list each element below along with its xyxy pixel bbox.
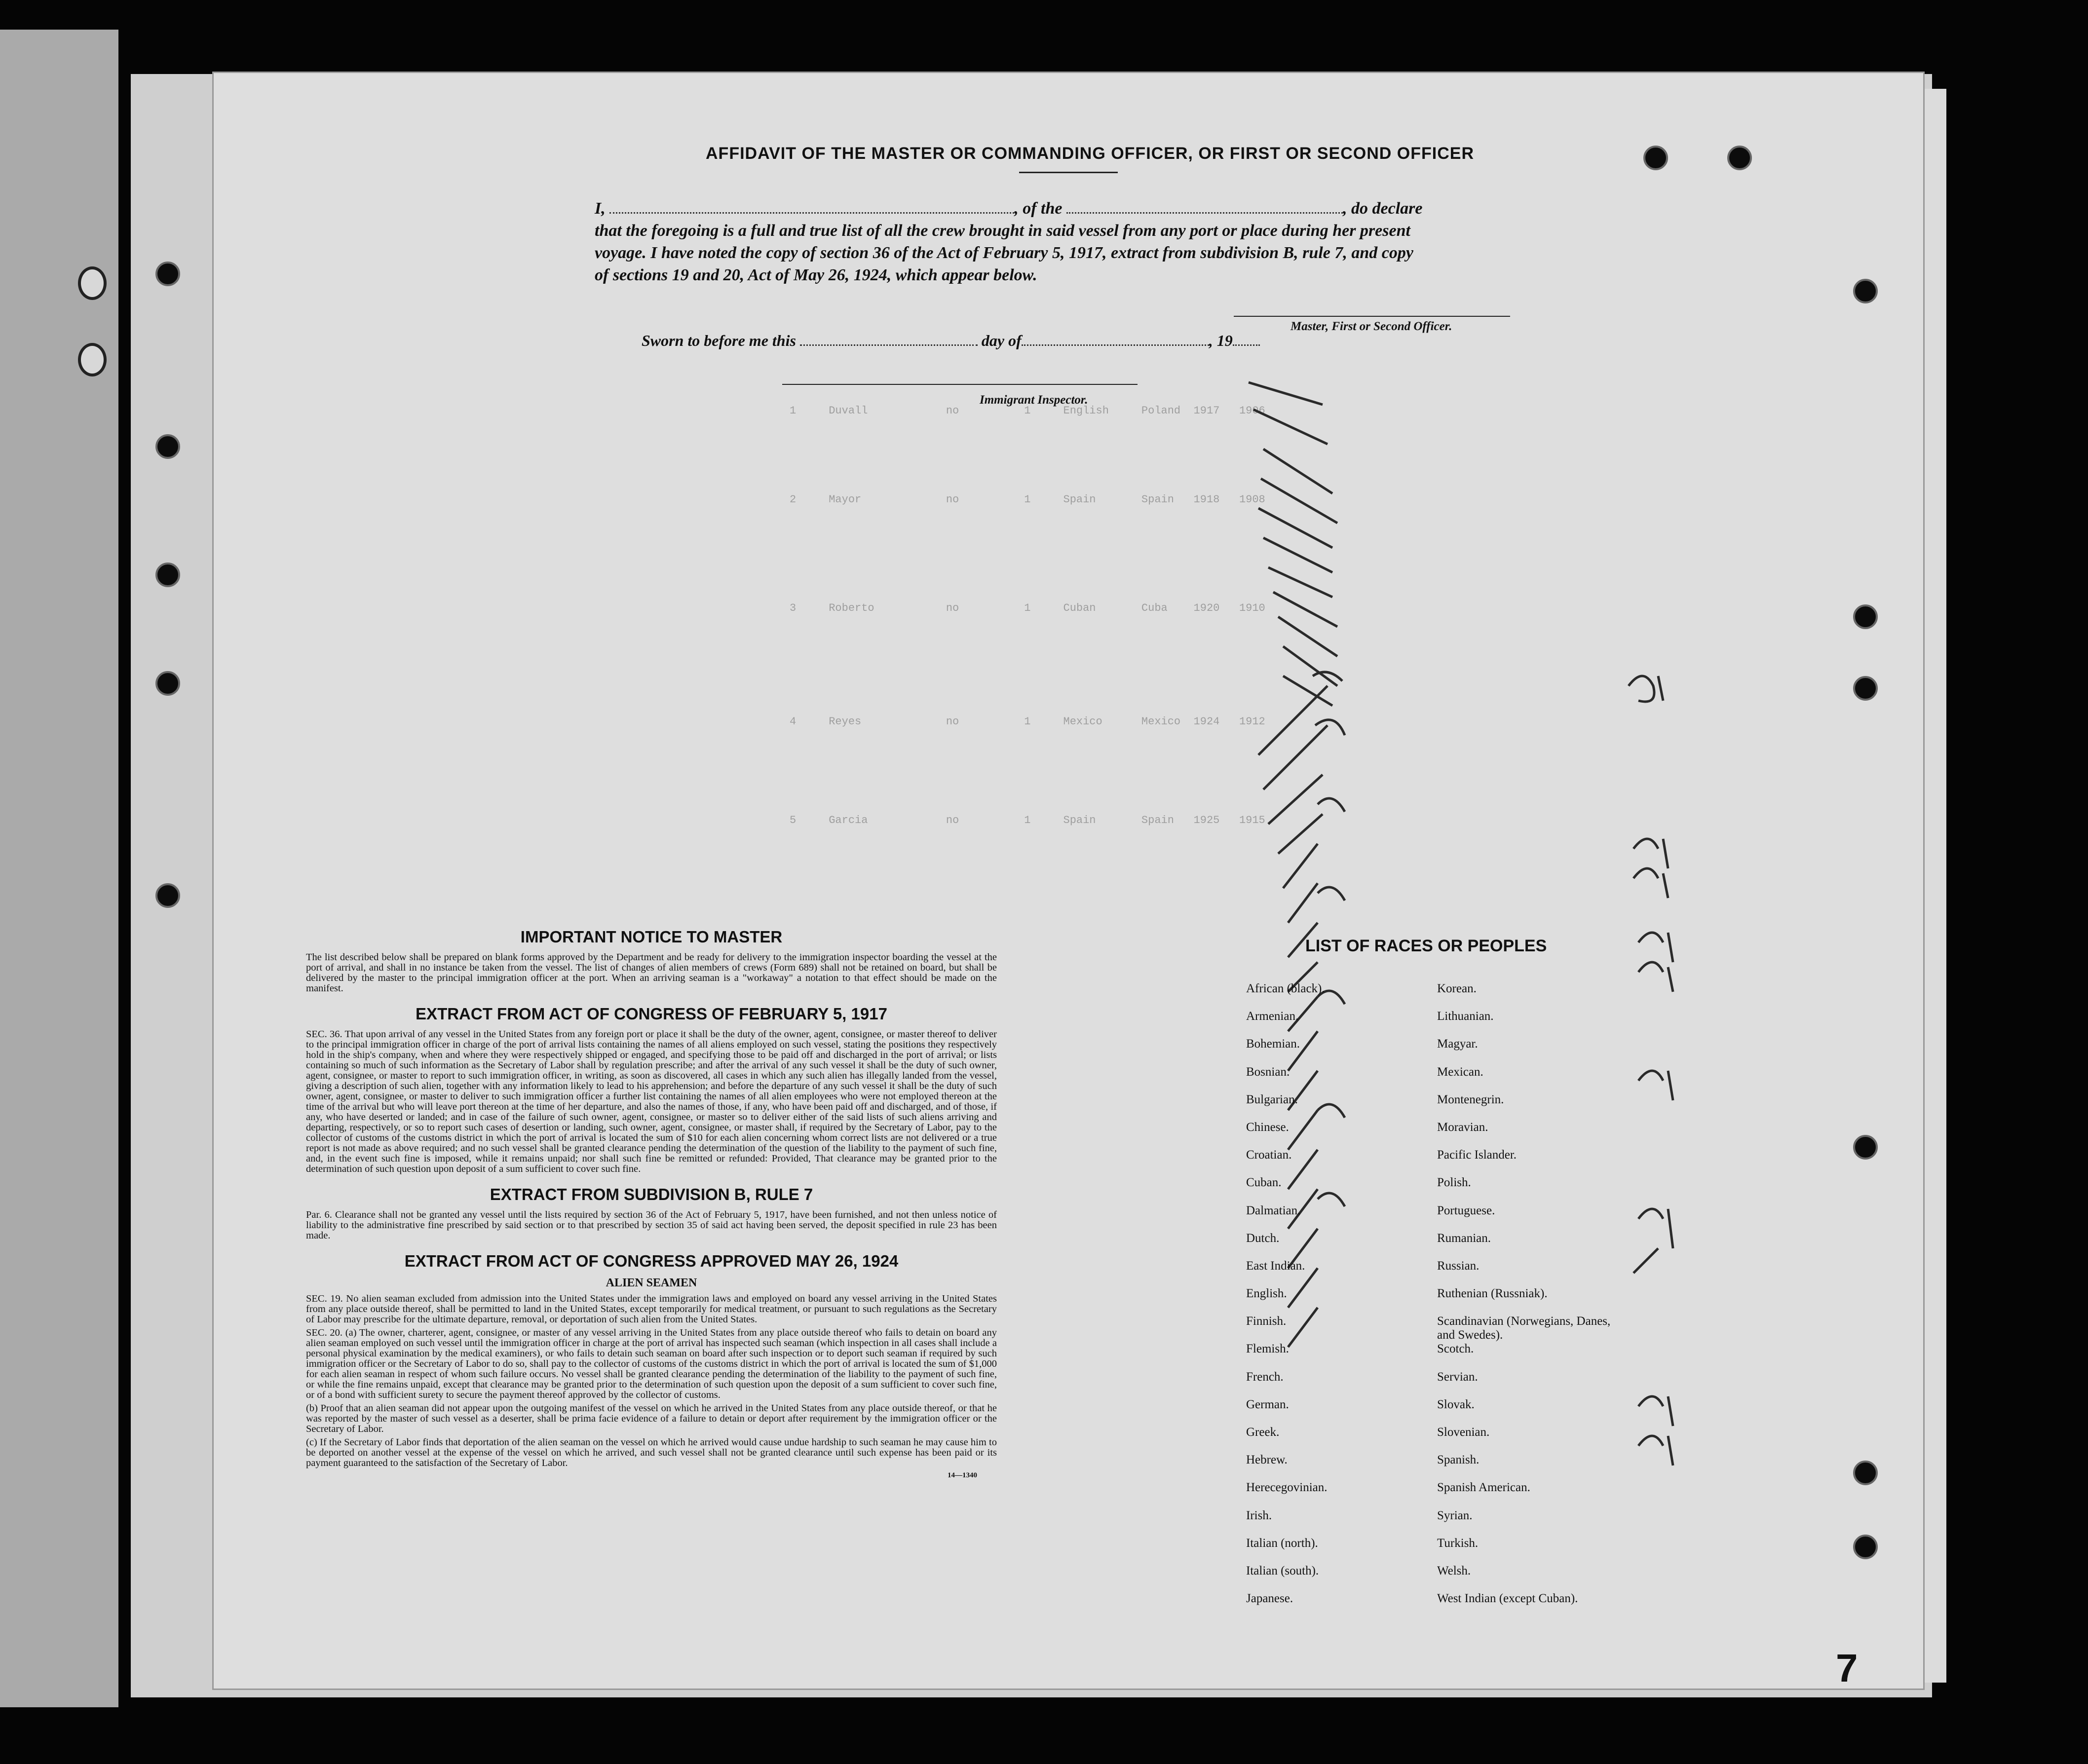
race-item: Italian (north). — [1246, 1536, 1318, 1550]
sec20a-text: SEC. 20. (a) The owner, charterer, agent, consignee, or master of any vessel arriving in the United States from any place outside thereof who fails to detain on board any alien seaman employed on such vessel until the immigration officer in charge at the port of arrival has inspected such seaman (which inspection in all cases shall include a personal physical examination by the medical examiners), or who fails to detain such seaman on board after such inspection or to deport such seaman if required by such immigration officer or the Secretary of Labor to do so, shall pay to the collector of customs of the customs district in which the port of arrival is located the sum of $1,000 for each alien seaman in respect of whom such failure occurs. No vessel shall be granted clearance pending the determination of the liability to the payment of such fine, or while the fine remains unpaid, except that clearance may be granted prior to the determination of such question upon the deposit of a sum sufficient to cover such fine, or of a bond with sufficient surety to secure the payment thereof approved by the collector of customs. — [306, 1327, 997, 1400]
race-item: Rumanian. — [1437, 1231, 1491, 1245]
bleed-through-text: 1 Duvall no 1 English Poland 1917 1906 — [790, 405, 1265, 417]
punch-hole — [155, 883, 180, 908]
race-item: Japanese. — [1246, 1592, 1293, 1606]
race-item: Scotch. — [1437, 1342, 1474, 1356]
extract-1924-heading: EXTRACT FROM ACT OF CONGRESS APPROVED MAY 26, 1924 — [404, 1252, 899, 1270]
race-item: Spanish American. — [1437, 1481, 1530, 1495]
race-item: Servian. — [1437, 1370, 1478, 1384]
race-item: East Indian. — [1246, 1259, 1305, 1273]
punch-hole — [1853, 1461, 1878, 1485]
sec20b-text: (b) Proof that an alien seaman did not appear upon the outgoing manifest of the vessel on which he arrived in the United States from any place outside thereof, or that he was reported by the master of such vessel as a deserter, shall be prima facie evidence of a failure to detain or deport after requirement by the immigration officer or the Secretary of Labor. — [306, 1403, 997, 1434]
race-item: Russian. — [1437, 1259, 1480, 1273]
form-number: 14—1340 — [948, 1471, 977, 1479]
punch-hole — [155, 262, 180, 286]
punch-hole — [1853, 279, 1878, 303]
declaration-line-3: voyage. I have noted the copy of section 36 of the Act of February 5, 1917, extract from subdivision B, rule 7, and copy — [595, 244, 1413, 262]
race-item: Slovak. — [1437, 1397, 1475, 1411]
bleed-through-text: 4 Reyes no 1 Mexico Mexico 1924 1912 — [790, 715, 1265, 728]
master-signature-line[interactable] — [1234, 316, 1510, 317]
bleed-through-text: 3 Roberto no 1 Cuban Cuba 1920 1910 — [790, 602, 1265, 614]
binder-ring — [78, 266, 107, 300]
race-item: Italian (south). — [1246, 1564, 1319, 1577]
punch-hole — [155, 434, 180, 459]
handwritten-annotations-right — [1619, 666, 1717, 1530]
rule7-heading: EXTRACT FROM SUBDIVISION B, RULE 7 — [490, 1185, 813, 1203]
sworn-prefix: Sworn to before me this — [642, 332, 796, 349]
race-item: Cuban. — [1246, 1176, 1282, 1190]
declaration-declare: , do declare — [1343, 199, 1423, 218]
race-item: West Indian (except Cuban). — [1437, 1592, 1578, 1606]
declaration-of-the: , of the — [1014, 199, 1063, 218]
heading-rule — [1019, 172, 1118, 173]
race-item: African (black). — [1246, 982, 1325, 995]
race-item: German. — [1246, 1397, 1289, 1411]
punch-hole — [155, 671, 180, 696]
affidavit-declaration — [595, 197, 1557, 286]
punch-hole — [1853, 604, 1878, 629]
declaration-i: I, — [595, 199, 606, 218]
races-left-column — [1246, 982, 1404, 1619]
race-item: Syrian. — [1437, 1508, 1473, 1522]
race-item: Scandinavian (Norwegians, Danes, and Swedes). — [1437, 1314, 1611, 1342]
alien-seamen-subheading: ALIEN SEAMEN — [606, 1276, 697, 1289]
binder-ring — [78, 343, 107, 376]
sworn-year-prefix: , 19 — [1209, 332, 1233, 349]
sworn-month-blank[interactable] — [1022, 344, 1209, 346]
extract-1917-heading: EXTRACT FROM ACT OF CONGRESS OF FEBRUARY 5, 1917 — [416, 1005, 887, 1023]
rule7-text: Par. 6. Clearance shall not be granted any vessel until the lists required by section 36 of the Act of February 5, 1917, have been furnished, and not then unless notice of liability to the administrative fine prescribed by said section or to that prescribed by section 35 of said act having been served, the deposit specified in rule 23 has been made. — [306, 1209, 997, 1241]
race-item: Armenian. — [1246, 1010, 1299, 1023]
race-item: Magyar. — [1437, 1037, 1478, 1051]
race-item: Croatian. — [1246, 1148, 1292, 1162]
race-item: Bulgarian. — [1246, 1092, 1298, 1106]
vessel-blank[interactable] — [1066, 212, 1343, 214]
race-item: Dutch. — [1246, 1231, 1280, 1245]
race-item: English. — [1246, 1287, 1287, 1301]
declaration-line-4: of sections 19 and 20, Act of May 26, 1924, which appear below. — [595, 266, 1037, 284]
race-item: Finnish. — [1246, 1314, 1287, 1328]
race-item: Pacific Islander. — [1437, 1148, 1517, 1162]
race-item: French. — [1246, 1370, 1284, 1384]
race-item: Portuguese. — [1437, 1203, 1495, 1217]
race-item: Ruthenian (Russniak). — [1437, 1287, 1548, 1301]
notice-text: The list described below shall be prepared on blank forms approved by the Department and be ready for delivery to the immigration inspector boarding the vessel at the port of arrival, and shall in no instance be taken from the vessel. The list of changes of alien members of crews (Form 689) shall not be retained on board, but shall be delivered by the master to the principal immigration officer at the port. When an arriving seaman is a "workaway" a notation to that effect should be made on the manifest. — [306, 952, 997, 994]
race-item: Greek. — [1246, 1426, 1280, 1439]
bleed-through-text: 5 Garcia no 1 Spain Spain 1925 1915 — [790, 814, 1265, 826]
master-caption: Master, First or Second Officer. — [1291, 320, 1452, 333]
race-item: Moravian. — [1437, 1120, 1488, 1134]
race-item: Flemish. — [1246, 1342, 1289, 1356]
sworn-line — [642, 332, 1260, 350]
extract-1917-text: SEC. 36. That upon arrival of any vessel in the United States from any foreign port or place it shall be the duty of the owner, agent, consignee, or master thereof to deliver to the principal immigration officer in charge of the port of arrival lists containing the names of all aliens employed on such vessel, stating the positions they respectively hold in the ship's company, when and where they were respectively shipped or engaged, and specifying those to be paid off and discharged in the port of arrival; or lists containing so much of such information as the Secretary of Labor shall by regulation prescribe; and after the arrival of any such vessel it shall be the duty of such owner, agent, consignee, or master to report to such immigration officer, in writing, as soon as discovered, all cases in which any such alien has illegally landed from the vessel, giving a description of such alien, together with any information likely to lead to his apprehension; and before the departure of any such vessel it shall be the duty of such owner, agent, consignee, or master to deliver to such immigration officer a further list containing the names of all alien employees who were not employed thereon at the time of the arrival but who will leave port thereon at the time of her departure, and also the names of those, if any, who have been paid off and discharged, and of those, if any, who have deserted or landed; and in case of the failure of such owner, agent, consignee, or master so to deliver either of the said lists of such aliens arriving and departing, respectively, or so to report such cases of desertion or landing, such owner, agent, consignee, or master shall, if required by the Secretary of Labor, pay to the collector of customs of the customs district in which the port of arrival is located the sum of $10 for each alien concerning whom correct lists are not delivered or a true report is not made as above required; and no such vessel shall be granted clearance pending the determination of the question of the liability to the payment of such fine, and, in the event such fine is imposed, while it remains unpaid; nor shall such fine be remitted or refunded: Provided, That clearance may be granted prior to the determination of such question upon deposit of a sum sufficient to cover such fine. — [306, 1029, 997, 1174]
races-heading: LIST OF RACES OR PEOPLES — [1305, 937, 1547, 955]
punch-hole — [1853, 676, 1878, 701]
sworn-year-blank[interactable] — [1233, 344, 1260, 346]
race-item: Spanish. — [1437, 1453, 1480, 1467]
race-item: Slovenian. — [1437, 1426, 1490, 1439]
name-blank[interactable] — [609, 212, 1014, 214]
sec19-text: SEC. 19. No alien seaman excluded from admission into the United States under the immigration laws and employed on board any vessel arriving in the United States from any place outside thereof, shall be permitted to land in the United States, except temporarily for medical treatment, or pursuant to such regulations as the Secretary of Labor may prescribe for the ultimate departure, removal, or deportation of such alien from the United States. — [306, 1293, 997, 1325]
notice-heading: IMPORTANT NOTICE TO MASTER — [520, 928, 783, 946]
inspector-caption: Immigrant Inspector. — [980, 393, 1088, 407]
sworn-day-of: day of — [981, 332, 1022, 349]
affidavit-heading: AFFIDAVIT OF THE MASTER OR COMMANDING OFFICER, OR FIRST OR SECOND OFFICER — [706, 144, 1474, 163]
inspector-signature-line[interactable] — [782, 384, 1138, 385]
sec20c-text: (c) If the Secretary of Labor finds that deportation of the alien seaman on the vessel on which he arrived would cause undue hardship to such seaman he may cause him to be deported on another vessel at the expense of the vessel on which he arrived, and such vessel shall not be granted clearance until such expense has been paid or its payment guaranteed to the satisfaction of the Secretary of Labor. — [306, 1437, 997, 1468]
race-item: Irish. — [1246, 1508, 1272, 1522]
punch-hole — [1727, 146, 1752, 170]
declaration-line-2: that the foregoing is a full and true list of all the crew brought in said vessel from any port or place during her present — [595, 222, 1410, 240]
race-item: Korean. — [1437, 982, 1477, 995]
race-item: Herecegovinian. — [1246, 1481, 1328, 1495]
notices-column — [306, 928, 997, 1480]
bleed-through-text: 2 Mayor no 1 Spain Spain 1918 1908 — [790, 493, 1265, 506]
race-item: Polish. — [1437, 1176, 1471, 1190]
race-item: Lithuanian. — [1437, 1010, 1494, 1023]
race-item: Hebrew. — [1246, 1453, 1288, 1467]
race-item: Montenegrin. — [1437, 1092, 1504, 1106]
punch-hole — [1853, 1535, 1878, 1559]
race-item: Bosnian. — [1246, 1065, 1290, 1079]
race-item: Dalmatian. — [1246, 1203, 1301, 1217]
race-item: Turkish. — [1437, 1536, 1479, 1550]
race-item: Bohemian. — [1246, 1037, 1300, 1051]
page-number-mark: 7 — [1836, 1646, 1858, 1690]
punch-hole — [155, 563, 180, 587]
sworn-day-blank[interactable] — [800, 344, 978, 346]
punch-hole — [1643, 146, 1668, 170]
races-right-column — [1437, 982, 1625, 1619]
race-item: Mexican. — [1437, 1065, 1483, 1079]
punch-hole — [1853, 1135, 1878, 1160]
race-item: Welsh. — [1437, 1564, 1471, 1577]
race-item: Chinese. — [1246, 1120, 1289, 1134]
